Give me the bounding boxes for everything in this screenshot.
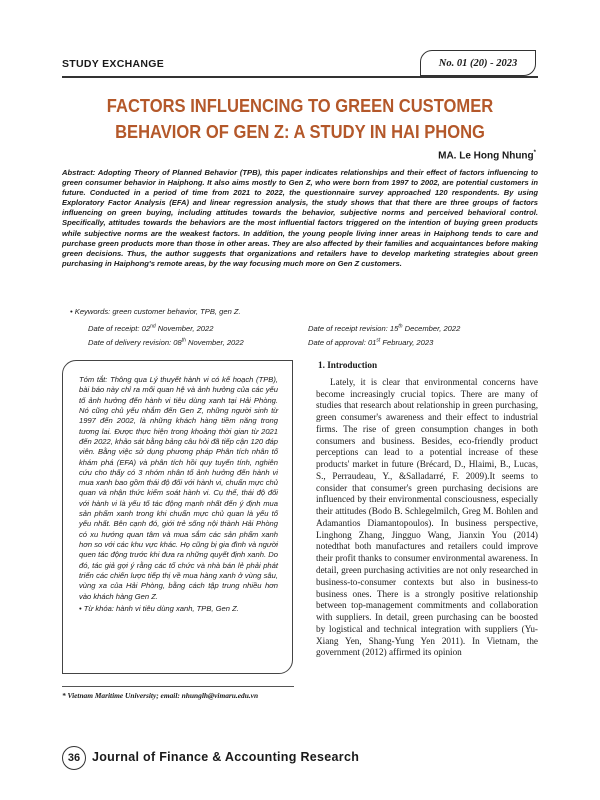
journal-name: Journal of Finance & Accounting Research [92, 750, 360, 764]
author-name-text: MA. Le Hong Nhung [438, 150, 534, 162]
section-label: STUDY EXCHANGE [62, 58, 165, 70]
abstract: Abstract: Adopting Theory of Planned Behavior (TPB), this paper indicates relationships and their effect of factors influencing to green consumer behavior in Haiphong. It also aims mostly to Gen Z, who were born from 1997 to 2002, are potential customers in future. Conducted in a period of time from 2021 to 2022, the questionnaire survey approached 120 respondents. By using Exploratory Factor Analysis (EFA) and linear regression analysis, the study shows that that there are three groups of factors influencing on green buying, including attitudes towards the behavior, subjective norms and perceived behavioral control. Specifically, attitudes towards the behaviors are the most influential factors triggered on the intention of buying green products while subjective norms are the weakest factors. In addition, the young people living inner areas in Haiphong tends to care and purchase green products more than those in other areas. They are also affected by their families and acquaintances before making green decisions. Thus, the author suggests that organizations and retailers have to develop marketing strategies about green purchasing in Haiphong's remote areas, by the way focusing much more on Gen Z customers. [62, 168, 538, 268]
vietnamese-keywords: • Từ khóa: hành vi tiêu dùng xanh, TPB, Gen Z. [79, 603, 239, 613]
vietnamese-summary: Tóm tắt: Thông qua Lý thuyết hành vi có kế hoạch (TPB), bài báo này chỉ ra mối quan hệ và ảnh hưởng của các yếu tố ảnh hưởng đến hành vi tiêu dùng xanh tại Hải Phòng. Nó cũng chủ yếu nhắm đến Gen Z, những người sinh từ 1997 đến 2002, là những khách hàng tiềm năng trong tương lai. Được thực hiện trong khoảng thời gian từ 2021 đến 2022, khảo sát bằng bảng câu hỏi đã tiếp cận 120 đáp viên. Bằng việc sử dụng phương pháp Phân tích nhân tố khám phá (EFA) và phân tích hồi quy tuyến tính, nghiên cứu cho thấy có 3 nhóm nhân tố ảnh hưởng đến hành vi mua xanh bao gồm thái độ đối với hành vi, chuẩn mực chủ quan và nhận thức kiểm soát hành vi. Cụ thể, thái độ đối với hành vi là yếu tố tác động mạnh nhất đến ý định mua sản phẩm xanh trong khi chuẩn mực chủ quan là yếu tố yếu nhất. Bên cạnh đó, giới trẻ sống nội thành Hải Phòng có xu hướng quan tâm và mua sắm các sản phẩm xanh hơn so với các khu vực khác. Họ cũng bị gia đình và người quen tác động trước khi đưa ra những quyết định xanh. Do đó, tác giả gợi ý rằng các tổ chức và nhà bán lẻ phải phát triển các chiến lược tiếp thị về mua hàng xanh ở vùng sâu, vùng xa của Hải Phòng, bằng cách tập trung nhiều hơn vào khách hàng Gen Z. [79, 375, 278, 601]
introduction-heading: 1. Introduction [318, 360, 378, 370]
page-number: 36 [62, 746, 86, 770]
date-of-approval: Date of approval: 01st February, 2023 [308, 337, 434, 348]
date-of-delivery-revision: Date of delivery revision: 08th November, 2022 [88, 337, 244, 348]
article-title: FACTORS INFLUENCING TO GREEN CUSTOMER BEHAVIOR OF GEN Z: A STUDY IN HAI PHONG [106, 96, 494, 143]
header-rule [62, 76, 538, 78]
vietnamese-summary-box [62, 360, 293, 674]
author-footnote: * Vietnam Maritime University; email: nhunglh@vimaru.edu.vn [62, 691, 259, 700]
footnote-rule [62, 686, 294, 687]
issue-badge: No. 01 (20) - 2023 [420, 50, 536, 76]
introduction-section [316, 360, 538, 659]
author-name [438, 150, 536, 161]
introduction-body: Lately, it is clear that environmental concerns have become increasingly crucial topics. There are many of studies that research about relationship in green purchasing, green consumer's awareness and their effect to industrial firms. The rise of green consumption changes in both consumers and business. Besides, eco-friendly product perceptions can lead to a potential increase of these products' market in future (Brécard, D., Hlaimi, B., Lucas, S., Perraudeau, Y., &Salladarré, F. 2009).It seems to consider that consumer's green purchasing decisions are influenced by their environmental consciousness, especially their attitudes (Bodo B. Schlegelmilch, Greg M. Bohlen and Adamantios Diamantopoulos). In business perspective, Linghong Zhang, Jingguo Wang, Jianxin You (2014) notedthat both manufactures and retailers could improve their profit thanks to consumer environmental awareness. In detail, green purchasing activities are not only researched in business-to-consumer contexts but also in business-to business ones. There is a strongly positive relationship between top-management commitments and collaboration with suppliers. In detail, green purchasing can be boosted by logistical and technical integration with suppliers (Yu-Xiang Yen, Shang-Yung Yen 2011). In Vietnam, the government (2012) affirmed its opinion [316, 376, 538, 658]
dates-block [88, 322, 538, 351]
date-of-receipt: Date of receipt: 02nd November, 2022 [88, 323, 214, 333]
keywords: • Keywords: green customer behavior, TPB, gen Z. [70, 307, 241, 316]
author-mark: * [533, 150, 536, 156]
date-of-receipt-revision: Date of receipt revision: 15th December, 2022 [308, 323, 461, 333]
